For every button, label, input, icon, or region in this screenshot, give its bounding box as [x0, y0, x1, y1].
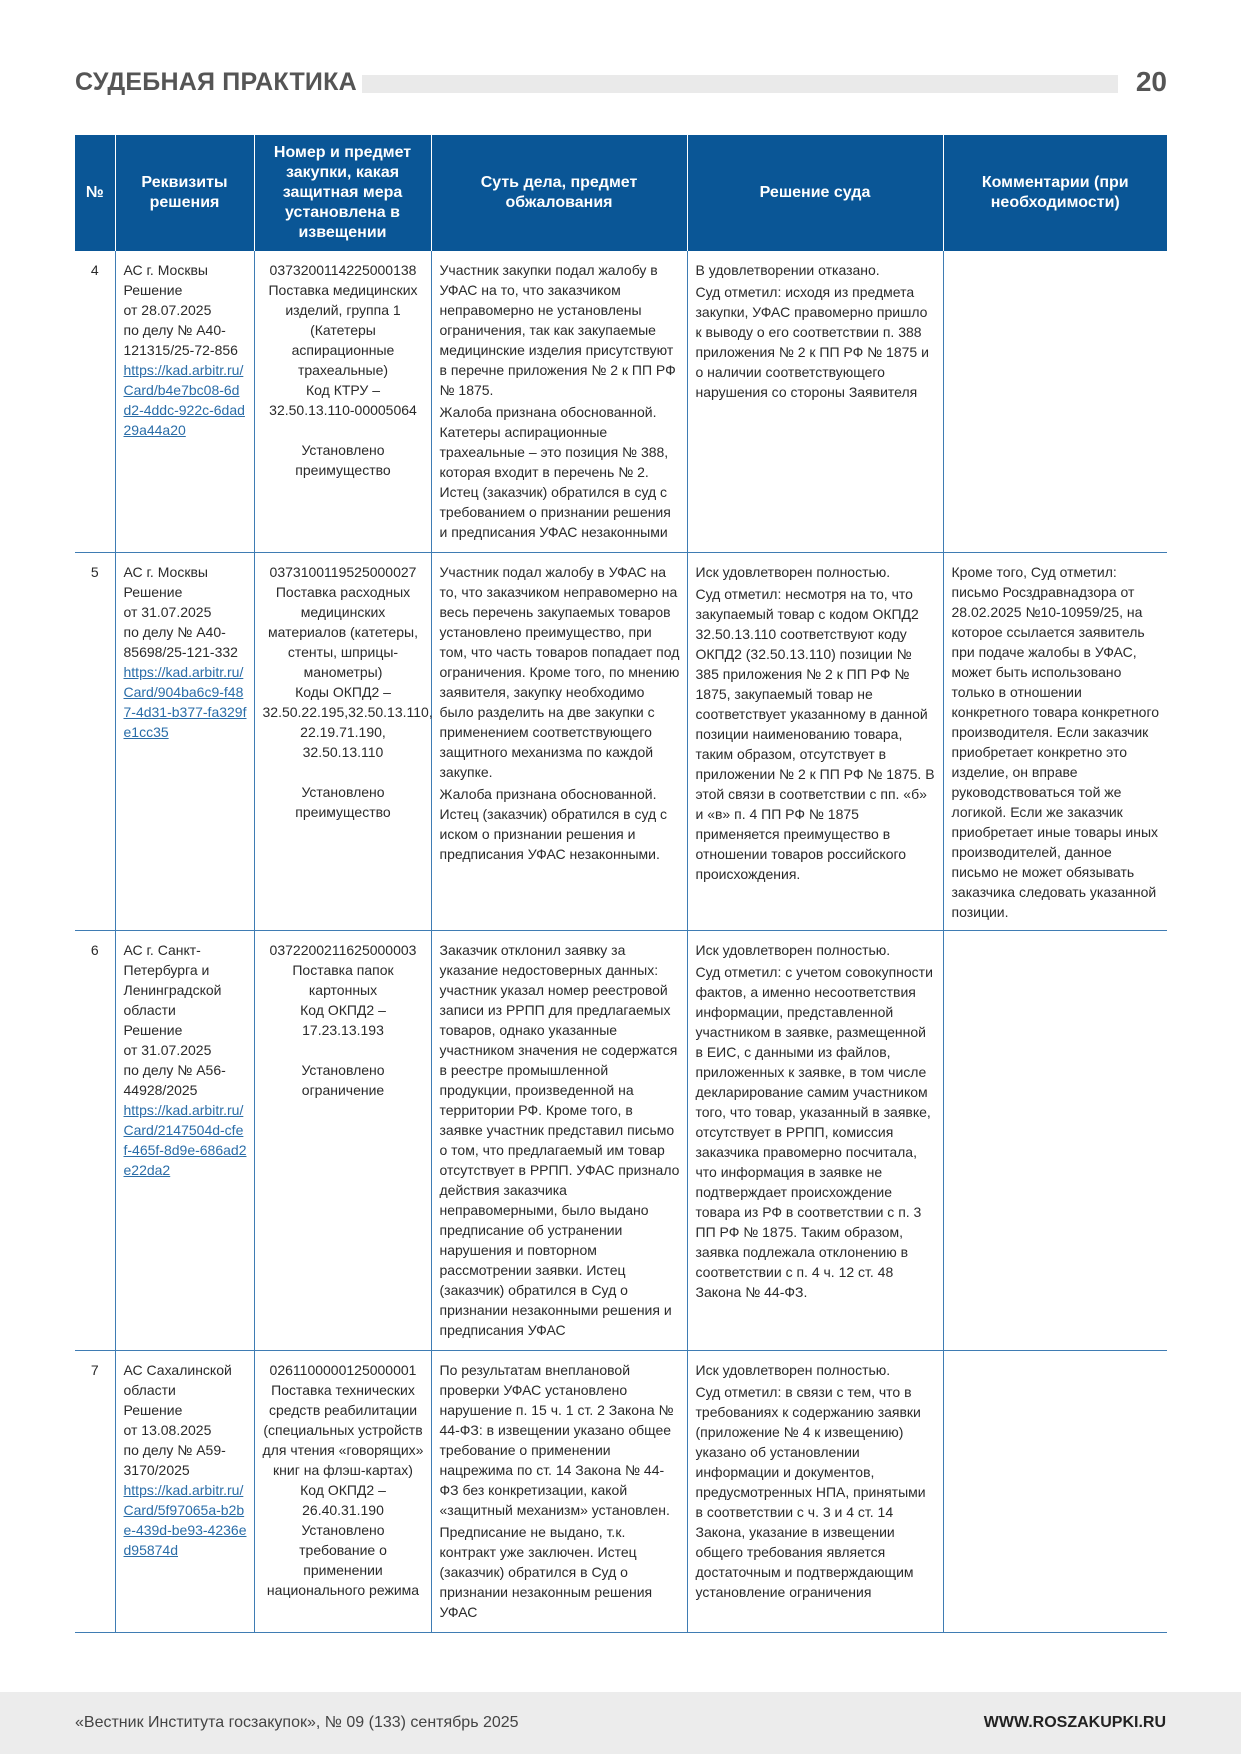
ruling-cell — [687, 553, 943, 931]
essence-paragraph: Заказчик отклонил заявку за указание недостоверных данных: участник указал номер реестровой записи из РРПП для предлагаемых товаров, однако указанные участником значения не содержатся в реестре промышленной продукции, произведенной на территории РФ. Кроме того, в заявке участник представил письмо о том, что предлагаемый им товар отсутствует в РРПП. УФАС признало действия заказчика неправомерными, было выдано предписание об устранении нарушения и повторном рассмотрении заявки. Истец (заказчик) обратился в Суд о признании незаконными решения и предписания УФАС — [439, 942, 680, 1338]
header-divider-bar — [362, 75, 1118, 93]
essence-paragraph: По результатам внеплановой проверки УФАС установлено нарушение п. 15 ч. 1 ст. 2 Закона № 44-ФЗ: в извещении указано общее требование о применении нацрежима по ст. 14 Закона № 44-ФЗ без конкретизации, какой «защитный механизм» установлен. — [439, 1362, 674, 1518]
decision-details-cell — [115, 553, 254, 931]
decision-date: от 13.08.2025 — [123, 1422, 212, 1438]
column-header-number: № — [75, 135, 115, 251]
decision-date: от 31.07.2025 — [123, 604, 212, 620]
purchase-code: Код КТРУ – 32.50.13.110-00005064 — [269, 382, 417, 418]
essence-paragraph: Жалоба признана обоснованной. Катетеры аспирационные трахеальные – это позиция № 388, которая входит в перечень № 2. Истец (заказчик) обратился в суд с требованием о признании решения и предписания УФАС незаконными — [439, 404, 671, 540]
ruling-outcome: Иск удовлетворен полностью. — [695, 1362, 891, 1378]
court-name: АС г. Москвы — [123, 564, 208, 580]
case-number: по делу № А40-121315/25-72-856 — [123, 322, 238, 358]
decision-details-cell — [115, 1351, 254, 1633]
case-number: по делу № А40-85698/25-121-332 — [123, 624, 238, 660]
ruling-paragraph: Суд отметил: исходя из предмета закупки, УФАС правомерно пришло к выводу о его соответствии п. 388 приложения № 2 к ПП РФ № 1875 и о наличии соответствующего нарушения со стороны Заявителя — [695, 284, 929, 400]
purchase-cell — [254, 251, 431, 553]
website-link[interactable]: WWW.ROSZAKUPKI.RU — [983, 1714, 1166, 1731]
ruling-cell — [687, 1351, 943, 1633]
ruling-outcome: В удовлетворении отказано. — [695, 262, 880, 278]
page-header — [75, 66, 1167, 102]
ruling-paragraph: Суд отметил: с учетом совокупности фактов, а именно несоответствия информации, представленной участником в заявке, размещенной в ЕИС, с данными из файлов, приложенных к заявке, в том числе декларирование самим участником того, что товар, указанный в заявке, отсутствует в РРПП, комиссия заказчика правомерно посчитала, что информация в заявке не подтверждает происхождение товара из РФ в соответствии с п. 3 ПП РФ № 1875. Таким образом, заявка подлежала отклонению в соответствии с п. 4 ч. 12 ст. 48 Закона № 44-ФЗ. — [695, 964, 933, 1300]
column-header-comments: Комментарии (при необходимости) — [943, 135, 1167, 251]
ruling-cell — [687, 931, 943, 1351]
court-name: АС г. Москвы — [123, 262, 208, 278]
protective-measure: Установлено ограничение — [301, 1062, 385, 1098]
purchase-cell — [254, 931, 431, 1351]
ruling-paragraph: Суд отметил: в связи с тем, что в требованиях к содержанию заявки (приложение № 4 к извещению) указано об установлении информации и документов, предусмотренных НПА, принятыми в соответствии с ч. 3 и 4 ст. 14 Закона, указание в извещении общего требования является достаточным и подтверждающим установление ограничения — [695, 1384, 926, 1600]
purchase-number: 0261100000125000001 — [269, 1362, 417, 1378]
purchase-code: Код ОКПД2 – 26.40.31.190 — [300, 1482, 386, 1518]
table-row — [75, 931, 1167, 1351]
case-link[interactable]: https://kad.arbitr.ru/Card/904ba6c9-f487-4d31-b377-fa329fe1cc35 — [123, 664, 247, 740]
decision-date: от 28.07.2025 — [123, 302, 212, 318]
table-row — [75, 251, 1167, 553]
essence-paragraph: Участник подал жалобу в УФАС на то, что заказчиком неправомерно на весь перечень закупаемых товаров установлено преимущество, при том, что часть товаров попадает под ограничения. Кроме того, по мнению заявителя, закупку необходимо было разделить на две закупки с применением соответствующего защитного механизма по каждой закупке. — [439, 564, 680, 780]
court-name: АС г. Санкт-Петербурга и Ленинградской области — [123, 942, 222, 1018]
row-number: 5 — [75, 553, 115, 931]
protective-measure: Установлено преимущество — [295, 442, 391, 478]
court-practice-table — [75, 135, 1167, 1633]
purchase-code: Код ОКПД2 – 17.23.13.193 — [300, 1002, 386, 1038]
row-number: 7 — [75, 1351, 115, 1633]
decision-label: Решение — [123, 1022, 183, 1038]
court-name: АС Сахалинской области — [123, 1362, 232, 1398]
row-number: 6 — [75, 931, 115, 1351]
table-header-row — [75, 135, 1167, 251]
column-header-essence: Суть дела, предмет обжалования — [431, 135, 687, 251]
table-row — [75, 1351, 1167, 1633]
page-number: 20 — [1135, 66, 1167, 97]
purchase-number: 0373100119525000027 — [269, 564, 417, 580]
page-footer — [0, 1692, 1241, 1754]
essence-paragraph: Жалоба признана обоснованной. Истец (заказчик) обратился в суд с иском о признании решения и предписания УФАС незаконными. — [439, 786, 668, 862]
case-link[interactable]: https://kad.arbitr.ru/Card/2147504d-cfef-465f-8d9e-686ad2e22da2 — [123, 1102, 247, 1178]
publication-info: «Вестник Института госзакупок», № 09 (133) сентябрь 2025 — [75, 1714, 519, 1731]
row-number: 4 — [75, 251, 115, 553]
essence-cell — [431, 931, 687, 1351]
comment-cell — [943, 251, 1167, 553]
purchase-subject: Поставка расходных медицинских материалов (катетеры, стенты, шприцы-манометры) — [268, 584, 418, 680]
essence-cell — [431, 553, 687, 931]
table-row — [75, 553, 1167, 931]
decision-details-cell — [115, 251, 254, 553]
case-number: по делу № А56-44928/2025 — [123, 1062, 226, 1098]
comment-cell — [943, 931, 1167, 1351]
purchase-number: 0373200114225000138 — [269, 262, 417, 278]
purchase-subject: Поставка медицинских изделий, группа 1 (Катетеры аспирационные трахеальные) — [268, 282, 418, 378]
ruling-outcome: Иск удовлетворен полностью. — [695, 564, 891, 580]
purchase-number: 0372200211625000003 — [269, 942, 417, 958]
purchase-cell — [254, 1351, 431, 1633]
purchase-code: Коды ОКПД2 – 32.50.22.195,32.50.13.110, 22.19.71.190, 32.50.13.110 — [262, 684, 433, 760]
case-link[interactable]: https://kad.arbitr.ru/Card/b4e7bc08-6dd2-4ddc-922c-6dad29a44a20 — [123, 362, 245, 438]
essence-paragraph: Участник закупки подал жалобу в УФАС на то, что заказчиком неправомерно не установлены ограничения, так как закупаемые медицинские изделия присутствуют в перечне приложения № 2 к ПП РФ № 1875. — [439, 262, 676, 398]
column-header-decision-details: Реквизиты решения — [115, 135, 254, 251]
purchase-cell — [254, 553, 431, 931]
case-link[interactable]: https://kad.arbitr.ru/Card/5f97065a-b2be-439d-be93-4236ed95874d — [123, 1482, 247, 1558]
comment-cell — [943, 1351, 1167, 1633]
case-number: по делу № А59-3170/2025 — [123, 1442, 226, 1478]
section-title: СУДЕБНАЯ ПРАКТИКА — [75, 68, 357, 96]
protective-measure: Установлено требование о применении национального режима — [266, 1522, 420, 1598]
column-header-purchase: Номер и предмет закупки, какая защитная мера установлена в извещении — [254, 135, 431, 251]
essence-cell — [431, 251, 687, 553]
decision-date: от 31.07.2025 — [123, 1042, 212, 1058]
protective-measure: Установлено преимущество — [295, 784, 391, 820]
column-header-ruling: Решение суда — [687, 135, 943, 251]
ruling-cell — [687, 251, 943, 553]
ruling-outcome: Иск удовлетворен полностью. — [695, 942, 891, 958]
decision-label: Решение — [123, 1402, 183, 1418]
ruling-paragraph: Суд отметил: несмотря на то, что закупаемый товар с кодом ОКПД2 32.50.13.110 соответствуют коду ОКПД2 (32.50.13.110) позиции № 385 приложения № 2 к ПП РФ № 1875, закупаемый товар не соответствует указанному в данной позиции наименованию товара, таким образом, отсутствует в приложении № 2 к ПП РФ № 1875. В этой связи в соответствии с пп. «б» и «в» п. 4 ПП РФ № 1875 применяется преимущество в отношении товаров российского происхождения. — [695, 586, 935, 882]
decision-label: Решение — [123, 282, 183, 298]
purchase-subject: Поставка технических средств реабилитации (специальных устройств для чтения «говорящих» книг на флэш-картах) — [262, 1382, 424, 1478]
essence-cell — [431, 1351, 687, 1633]
essence-paragraph: Предписание не выдано, т.к. контракт уже заключен. Истец (заказчик) обратился в Суд о признании незаконным решения УФАС — [439, 1524, 653, 1620]
purchase-subject: Поставка папок картонных — [292, 962, 394, 998]
decision-details-cell — [115, 931, 254, 1351]
comment-cell: Кроме того, Суд отметил: письмо Росздравнадзора от 28.02.2025 №10-10959/25, на которое ссылается заявитель при подаче жалобы в УФАС, может быть использовано только в отношении конкретного товара конкретного производителя. Если заказчик приобретает конкретно это изделие, он вправе руководствоваться той же логикой. Если же заказчик приобретает иные товары иных производителей, данное письмо не может обязывать заказчика следовать указанной позиции. — [943, 553, 1167, 931]
decision-label: Решение — [123, 584, 183, 600]
